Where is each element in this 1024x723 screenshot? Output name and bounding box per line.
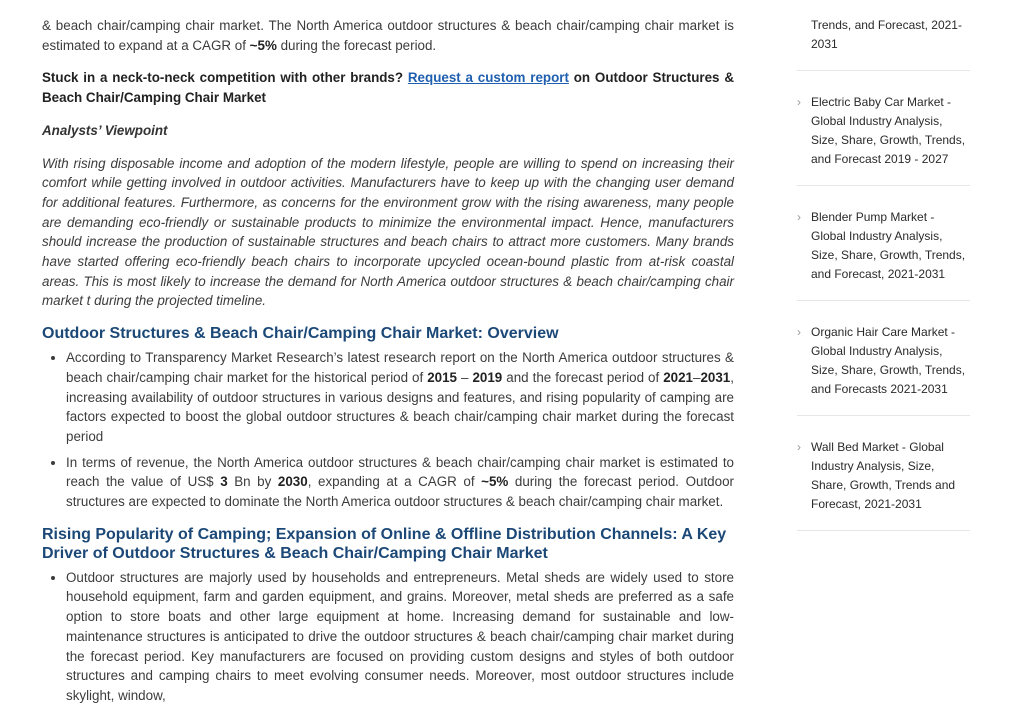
- driver-list: [42, 568, 734, 706]
- list-item: [66, 453, 734, 512]
- text: and the forecast period of: [502, 369, 664, 385]
- related-report-label[interactable]: Trends, and Forecast, 2021-2031: [811, 18, 962, 51]
- year: 2019: [472, 369, 503, 385]
- analysts-viewpoint-title: Analysts’ Viewpoint: [42, 122, 168, 138]
- chevron-right-icon: ›: [797, 325, 801, 339]
- request-custom-report-link[interactable]: Request a custom report: [407, 70, 569, 86]
- year: 2030: [277, 474, 308, 490]
- list-item: [66, 348, 734, 447]
- text: , expanding at a CAGR of: [307, 474, 482, 490]
- prompt-tail: on Outdoor Structures & Beach Chair/Camping Chair Market: [42, 70, 734, 106]
- text: –: [457, 369, 473, 385]
- chevron-right-icon: ›: [797, 210, 801, 224]
- related-report-item[interactable]: [797, 317, 970, 416]
- chevron-right-icon: ›: [797, 95, 801, 109]
- overview-list: [42, 348, 734, 512]
- text: , increasing availability of outdoor structures in various designs and features, and rising popularity of camping are factors expected to boost the global outdoor structures & beach chair/camping chair market during the forecast period: [66, 369, 734, 444]
- cagr: ~5%: [481, 474, 509, 490]
- related-report-label[interactable]: Electric Baby Car Market - Global Industry Analysis, Size, Share, Growth, Trends, and Forecast 2019 - 2027: [811, 95, 966, 166]
- year: 2015: [427, 369, 458, 385]
- intro-paragraph: [42, 16, 734, 55]
- related-report-label[interactable]: Blender Pump Market - Global Industry Analysis, Size, Share, Growth, Trends, and Forecast, 2021-2031: [811, 210, 966, 281]
- analysts-viewpoint-body: [42, 154, 734, 312]
- text: In terms of revenue, the North America outdoor structures & beach chair/camping chair market is estimated to reach the value of US$: [66, 454, 734, 490]
- year: 2021: [663, 369, 694, 385]
- intro-text-end: during the forecast period.: [276, 37, 437, 53]
- value: 3: [220, 474, 228, 490]
- article-body: [42, 16, 734, 719]
- custom-report-prompt: [42, 68, 734, 107]
- intro-text: & beach chair/camping chair market. The North America outdoor structures & beach chair/camping chair market is estimated to expand at a CAGR of: [42, 18, 734, 53]
- intro-cagr: ~5%: [249, 37, 277, 53]
- viewpoint-text: With rising disposable income and adoption of the modern lifestyle, people are willing to spend on increasing their comfort while getting involved in outdoor activities. Manufacturers have to keep up with the changing user demand for additional features. Furthermore, as concerns for the environment grow with the rising awareness, many people are demanding eco-friendly or sustainable products to minimize the environmental impact. Hence, manufacturers should increase the production of sustainable structures and beach chairs to attract more customers. Many brands have started offering eco-friendly beach chairs to incorporate upcycled ocean-bound plastic from at-risk coastal areas. This is most likely to increase the demand for North America outdoor structures & beach chair/camping chair market t during the projected timeline.: [42, 155, 734, 309]
- related-report-item[interactable]: [797, 10, 970, 71]
- year: 2031: [700, 369, 731, 385]
- related-report-item[interactable]: [797, 87, 970, 186]
- text: Bn by: [227, 474, 278, 490]
- related-report-item[interactable]: [797, 202, 970, 301]
- driver-heading: Rising Popularity of Camping; Expansion of Online & Offline Distribution Channels: A Key Driver of Outdoor Structures & Beach Chair/Camping Chair Market: [42, 525, 727, 562]
- related-report-label[interactable]: Wall Bed Market - Global Industry Analysis, Size, Share, Growth, Trends and Forecast, 2021-2031: [811, 440, 956, 511]
- related-report-label[interactable]: Organic Hair Care Market - Global Industry Analysis, Size, Share, Growth, Trends, and Forecasts 2021-2031: [811, 325, 966, 396]
- prompt-text: Stuck in a neck-to-neck competition with other brands?: [42, 70, 408, 86]
- text: According to Transparency Market Research’s latest research report on the North America outdoor structures & beach chair/camping chair market for the historical period of: [66, 350, 734, 385]
- related-reports-sidebar: [797, 10, 970, 547]
- related-report-item[interactable]: [797, 432, 970, 531]
- overview-heading: Outdoor Structures & Beach Chair/Camping Chair Market: Overview: [42, 325, 559, 343]
- text: –: [693, 369, 701, 385]
- chevron-right-icon: ›: [797, 440, 801, 454]
- list-item: • Outdoor structures are majorly used by households and entrepreneurs. Metal sheds are widely used to store household equipment, farm and garden equipment, and grains. Moreover, metal sheds are preferred as a safe option to store boats and other large equipment at home. Increasing demand for sustainable and low-maintenance structures is anticipated to drive the outdoor structures & beach chair/camping chair market during the forecast period. Key manufacturers are focused on providing custom designs and styles of both outdoor structures and camping chairs to meet evolving consumer needs. Moreover, most outdoor structures include skylight, window,: [66, 568, 734, 706]
- text: during the forecast period. Outdoor structures are expected to dominate the North America outdoor structures & beach chair/camping chair market.: [66, 474, 734, 510]
